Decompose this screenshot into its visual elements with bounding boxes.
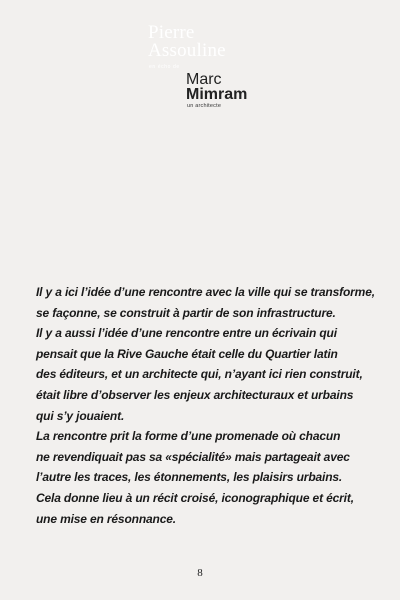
architect-first-name: Marc	[186, 71, 222, 88]
author-subtitle: en écho de	[149, 64, 180, 70]
text-line: l’autre les traces, les étonnements, les plaisirs urbains.	[36, 470, 343, 485]
author-first-name: Pierre	[148, 22, 195, 43]
text-line: Cela donne lieu à un récit croisé, iconographique et écrit,	[36, 490, 354, 505]
body-paragraph	[36, 282, 376, 529]
text-line: pensait que la Rive Gauche était celle du Quartier latin	[36, 346, 338, 361]
architect-last-name: Mimram	[186, 86, 248, 103]
text-line: des éditeurs, et un architecte qui, n’ayant ici rien construit,	[36, 367, 363, 382]
text-line: La rencontre prit la forme d’une promenade où chacun	[36, 429, 341, 444]
text-line: une mise en résonnance.	[36, 511, 176, 526]
author-name	[148, 24, 268, 60]
text-line: était libre d’observer les enjeux architecturaux et urbains	[36, 387, 354, 402]
text-line: qui s’y jouaient.	[36, 408, 125, 423]
text-line: ne revendiquait pas sa «spécialité» mais partageait avec	[36, 449, 350, 464]
text-line: Il y a aussi l’idée d’une rencontre entre un écrivain qui	[36, 326, 337, 341]
text-line: Il y a ici l’idée d’une rencontre avec la ville qui se transforme,	[36, 285, 375, 299]
architect-role: un architecte	[187, 103, 222, 109]
author-last-name: Assouline	[148, 40, 226, 61]
text-line: se façonne, se construit à partir de son infrastructure.	[36, 305, 336, 320]
page-number: 8	[197, 567, 203, 579]
